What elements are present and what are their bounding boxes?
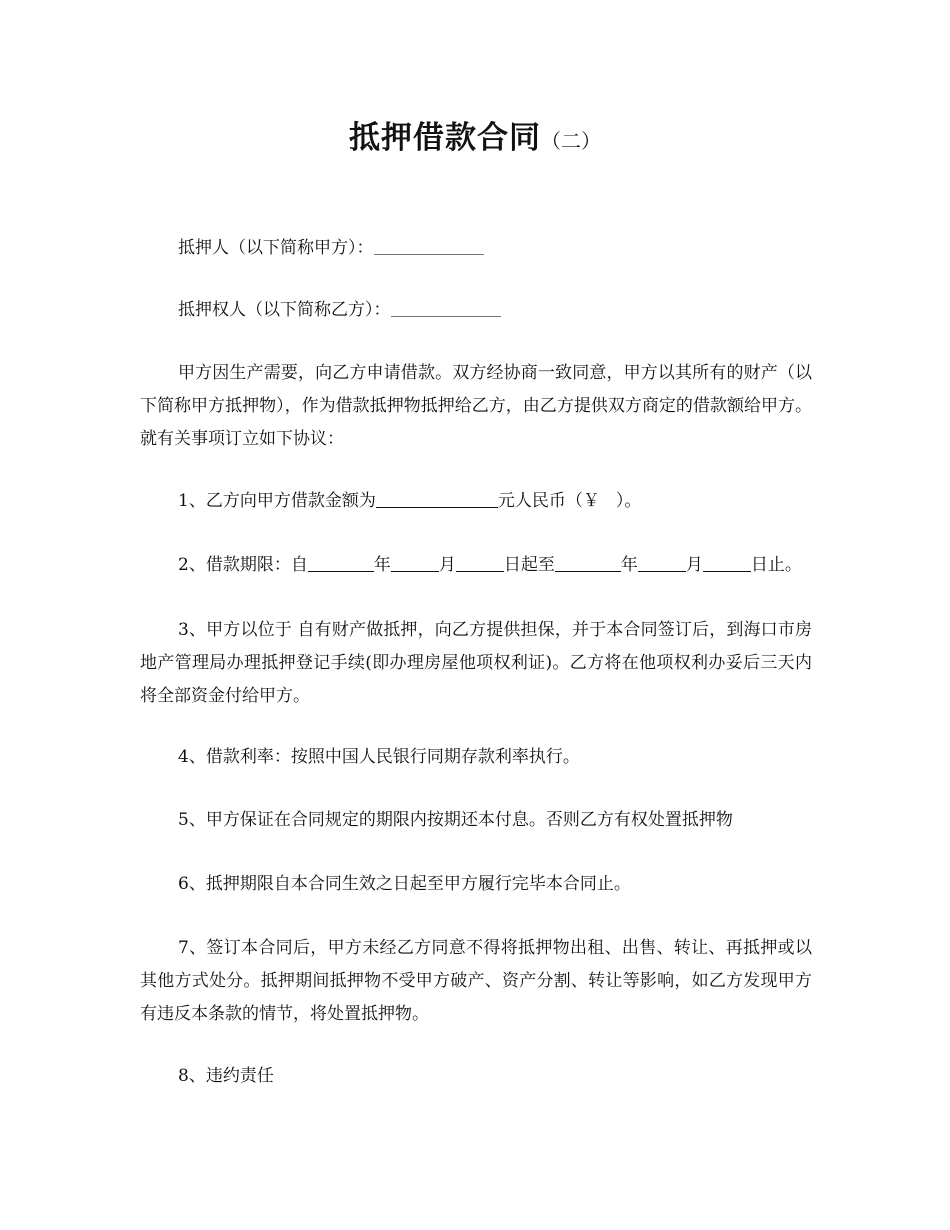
start-month-blank [391, 553, 439, 572]
end-month-blank [638, 553, 686, 572]
clause-1-end: ）。 [615, 491, 642, 511]
clause-3: 3、甲方以位于 自有财产做抵押，向乙方提供担保，并于本合同签订后，到海口市房地产管理局办理抵押登记手续(即办理房屋他项权利证)。乙方将在他项权利办妥后三天内将全部资金付给甲方。 [140, 620, 812, 706]
clause-2-day-from: 日起至 [503, 555, 555, 575]
party-a-label: 抵押人（以下简称甲方）： [178, 238, 374, 258]
clause-2-year-2: 年 [620, 555, 638, 575]
clause-1-prefix: 1、乙方向甲方借款金额为 [178, 491, 376, 511]
start-year-blank [308, 553, 374, 572]
clause-8: 8、违约责任 [178, 1066, 274, 1086]
title-suffix: （二） [541, 129, 601, 153]
page-title [0, 112, 950, 157]
clause-2-year-1: 年 [373, 555, 391, 575]
party-b-label: 抵押权人（以下简称乙方）： [178, 300, 391, 320]
clause-4: 4、借款利率：按照中国人民银行同期存款利率执行。 [178, 747, 580, 767]
clause-2 [178, 549, 802, 582]
clause-1-suffix: 元人民币（￥ [497, 491, 600, 511]
clause-7: 7、签订本合同后，甲方未经乙方同意不得将抵押物出租、出售、转让、再抵押或以其他方式处分。抵押期间抵押物不受甲方破产、资产分割、转让等影响，如乙方发现甲方有违反本条款的情节，将处置抵押物。 [140, 938, 812, 1024]
party-a-blank [374, 236, 484, 255]
party-a-line [178, 232, 484, 265]
clause-6: 6、抵押期限自本合同生效之日起至甲方履行完毕本合同止。 [178, 874, 631, 894]
end-year-blank [555, 553, 621, 572]
amount-blank [376, 489, 498, 508]
clause-2-month-1: 月 [438, 555, 456, 575]
intro-paragraph: 甲方因生产需要，向乙方申请借款。双方经协商一致同意，甲方以其所有的财产（以下简称甲方抵押物），作为借款抵押物抵押给乙方，由乙方提供双方商定的借款额给甲方。就有关事项订立如下协议： [140, 363, 812, 449]
clause-2-day-to: 日止。 [750, 555, 802, 575]
title-main: 抵押借款合同 [349, 120, 541, 156]
clause-2-month-2: 月 [685, 555, 703, 575]
clause-5: 5、甲方保证在合同规定的期限内按期还本付息。否则乙方有权处置抵押物 [178, 810, 733, 830]
party-b-blank [391, 298, 501, 317]
end-day-blank [703, 553, 751, 572]
clause-2-prefix: 2、借款期限：自 [178, 555, 308, 575]
clause-1 [178, 485, 641, 518]
start-day-blank [456, 553, 504, 572]
party-b-line [178, 294, 501, 327]
